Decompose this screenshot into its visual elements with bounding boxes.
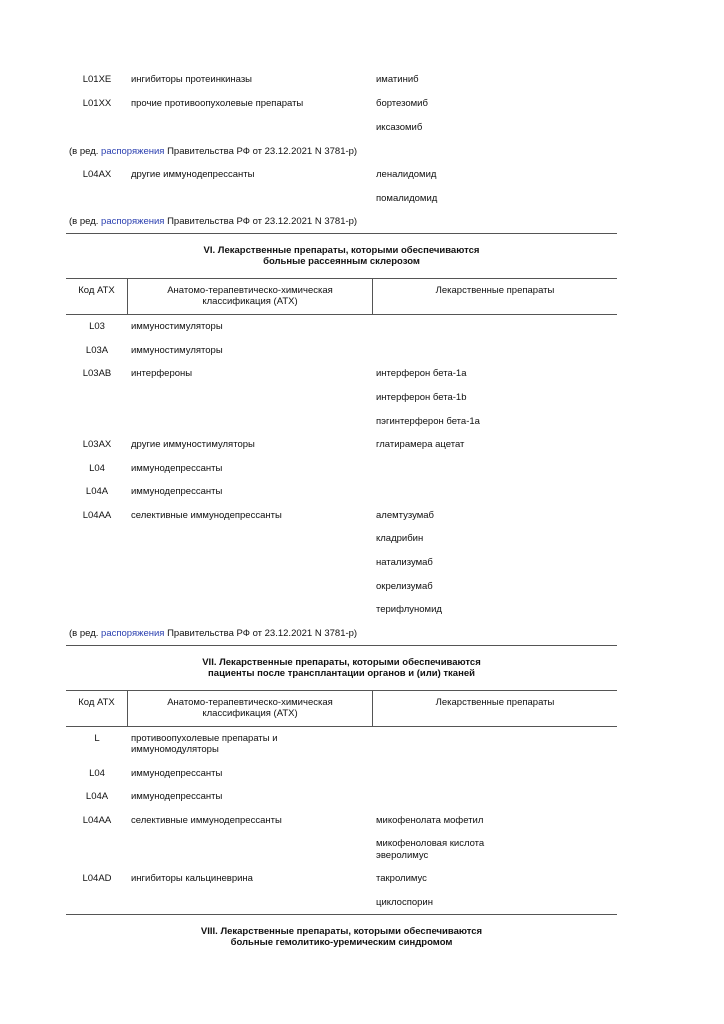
atc-class: иммунодепрессанты — [131, 791, 223, 802]
atc-code: L — [94, 733, 100, 744]
atc-code: L03AX — [82, 439, 112, 450]
decree-link[interactable]: распоряжения — [101, 216, 165, 227]
divider — [66, 645, 617, 646]
atc-class: интерфероны — [131, 368, 193, 379]
atc-class: другие иммуностимуляторы — [131, 439, 255, 450]
atc-code: L03AB — [82, 368, 112, 379]
atc-code: L04A — [85, 486, 109, 497]
atc-code: L03A — [85, 345, 109, 356]
atc-code: L04 — [89, 768, 105, 779]
drug-name: кладрибин — [376, 533, 424, 544]
atc-code: L03 — [89, 321, 105, 332]
header-classification: Анатомо-терапевтическо-химическая — [167, 285, 333, 296]
drug-name: микофеноловая кислота — [376, 838, 485, 849]
drug-name: циклоспорин — [376, 897, 433, 908]
section-title: VIII. Лекарственные препараты, которыми обеспечиваются — [200, 926, 483, 937]
atc-class: прочие противоопухолевые препараты — [131, 98, 304, 109]
note-prefix: (в ред. — [69, 628, 102, 639]
drug-name: окрелизумаб — [376, 581, 433, 592]
atc-code: L04AA — [82, 510, 112, 521]
header-drugs: Лекарственные препараты — [435, 697, 555, 708]
note-suffix: Правительства РФ от 23.12.2021 N 3781-р) — [164, 628, 358, 639]
atc-code: L04AD — [82, 873, 112, 884]
atc-class: селективные иммунодепрессанты — [131, 815, 282, 826]
atc-class: иммуностимуляторы — [131, 321, 223, 332]
atc-class: иммунодепрессанты — [131, 768, 223, 779]
decree-link[interactable]: распоряжения — [101, 628, 165, 639]
atc-class: иммуномодуляторы — [131, 744, 219, 755]
header-drugs: Лекарственные препараты — [435, 285, 555, 296]
section-title: VII. Лекарственные препараты, которыми обеспечиваются — [202, 657, 481, 668]
drug-name: интерферон бета-1b — [376, 392, 467, 403]
drug-name: помалидомид — [376, 193, 438, 204]
atc-class: ингибиторы кальциневрина — [131, 873, 253, 884]
drug-name: иксазомиб — [376, 122, 423, 133]
amendment-note — [69, 216, 357, 227]
header-classification: классификация (АТХ) — [202, 296, 298, 307]
header-classification: классификация (АТХ) — [202, 708, 298, 719]
drug-name: алемтузумаб — [376, 510, 434, 521]
atc-class: иммунодепрессанты — [131, 486, 223, 497]
atc-class: другие иммунодепрессанты — [131, 169, 255, 180]
divider — [66, 690, 617, 691]
drug-name: иматиниб — [376, 74, 419, 85]
divider — [372, 278, 373, 314]
amendment-note — [69, 628, 357, 639]
section-title: больные гемолитико-уремическим синдромом — [230, 937, 453, 948]
atc-class: противоопухолевые препараты и — [131, 733, 278, 744]
section-title: пациенты после трансплантации органов и (или) тканей — [208, 668, 475, 679]
drug-name: интерферон бета-1a — [376, 368, 467, 379]
section-title: VI. Лекарственные препараты, которыми обеспечиваются — [203, 245, 480, 256]
drug-name: натализумаб — [376, 557, 433, 568]
atc-code: L01XE — [82, 74, 112, 85]
note-suffix: Правительства РФ от 23.12.2021 N 3781-р) — [164, 146, 358, 157]
note-suffix: Правительства РФ от 23.12.2021 N 3781-р) — [164, 216, 358, 227]
divider — [66, 914, 617, 915]
atc-code: L04AX — [82, 169, 112, 180]
drug-name: глатирамера ацетат — [376, 439, 465, 450]
divider — [372, 690, 373, 726]
atc-class: ингибиторы протеинкиназы — [131, 74, 253, 85]
header-code: Код АТХ — [78, 697, 115, 708]
divider — [66, 726, 617, 727]
header-code: Код АТХ — [78, 285, 115, 296]
atc-class: иммуностимуляторы — [131, 345, 223, 356]
header-classification: Анатомо-терапевтическо-химическая — [167, 697, 333, 708]
decree-link[interactable]: распоряжения — [101, 146, 165, 157]
atc-class: иммунодепрессанты — [131, 463, 223, 474]
drug-name: леналидомид — [376, 169, 437, 180]
atc-code: L04A — [85, 791, 109, 802]
atc-code: L04 — [89, 463, 105, 474]
atc-class: селективные иммунодепрессанты — [131, 510, 282, 521]
divider — [66, 314, 617, 315]
divider — [66, 278, 617, 279]
drug-name: бортезомиб — [376, 98, 428, 109]
atc-code: L04AA — [82, 815, 112, 826]
section-title: больные рассеянным склерозом — [263, 256, 420, 267]
drug-name: пэгинтерферон бета-1a — [376, 416, 480, 427]
amendment-note — [69, 146, 357, 157]
drug-name: эверолимус — [376, 850, 429, 861]
note-prefix: (в ред. — [69, 216, 102, 227]
atc-code: L01XX — [82, 98, 112, 109]
drug-name: такролимус — [376, 873, 427, 884]
note-prefix: (в ред. — [69, 146, 102, 157]
divider — [66, 233, 617, 234]
drug-name: микофенолата мофетил — [376, 815, 484, 826]
drug-name: терифлуномид — [376, 604, 442, 615]
